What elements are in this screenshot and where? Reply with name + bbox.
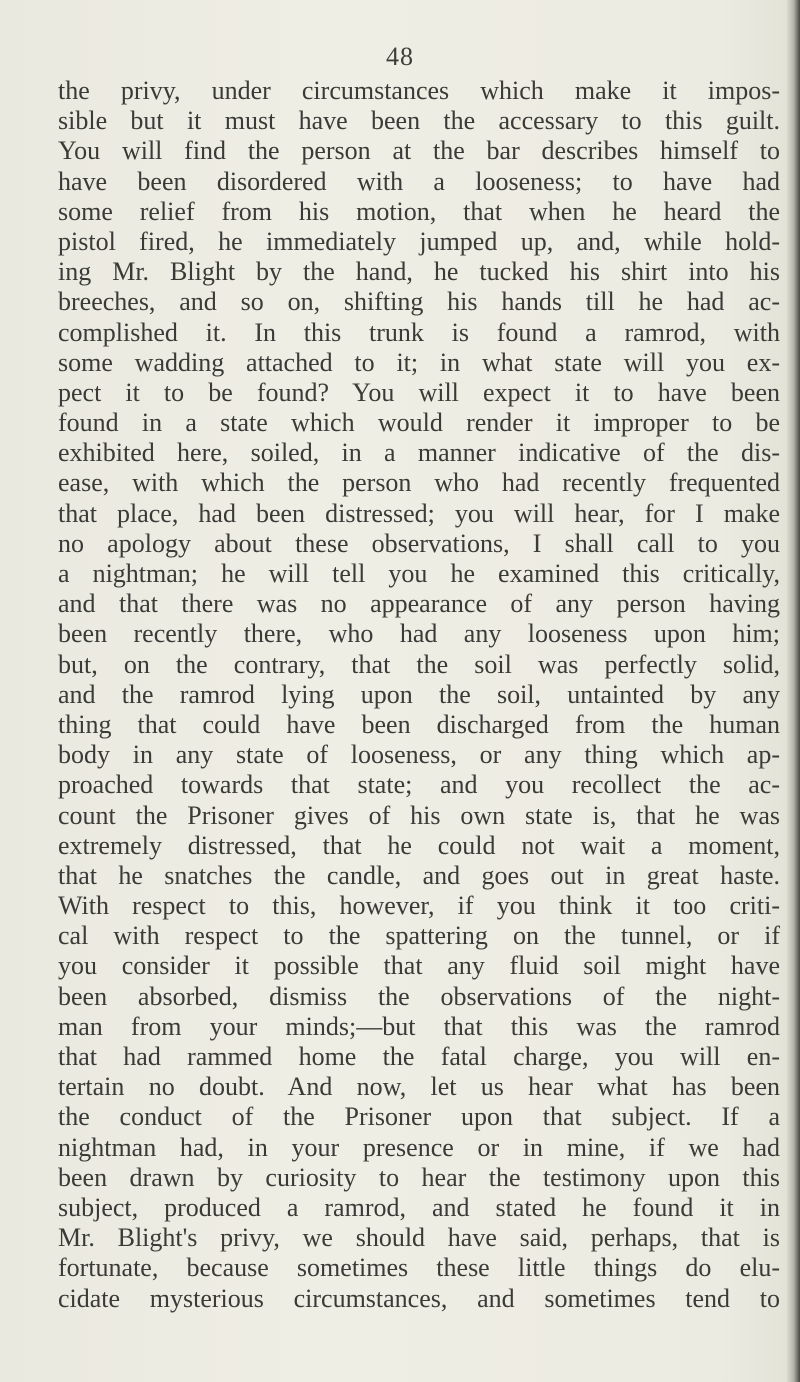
text-line: some relief from his motion, that when he heard the [58, 196, 780, 226]
text-line: the privy, under circumstances which make it impos- [58, 76, 780, 105]
text-line: cidate mysterious circumstances, and sometimes tend to [58, 1283, 780, 1313]
text-line: that had rammed home the fatal charge, you will en- [58, 1042, 780, 1071]
text-line: You will find the person at the bar describes himself to [58, 136, 780, 166]
text-line: been drawn by curiosity to hear the testimony upon this [58, 1162, 780, 1192]
text-line: complished it. In this trunk is found a ramrod, with [58, 317, 780, 347]
text-line: been recently there, who had any looseness upon him; [58, 619, 780, 649]
text-line: that place, had been distressed; you will hear, for I make [58, 498, 780, 528]
page-number: 48 [386, 42, 414, 71]
text-line: nightman had, in your presence or in mine, if we had [58, 1132, 780, 1162]
text-line: cal with respect to the spattering on the tunnel, or if [58, 921, 780, 951]
text-line: pect it to be found? You will expect it to have been [58, 377, 780, 407]
body-text [58, 76, 780, 1314]
text-line: fortunate, because sometimes these little things do elu- [58, 1253, 780, 1283]
text-line: found in a state which would render it improper to be [58, 408, 780, 438]
text-line: been absorbed, dismiss the observations of the night- [58, 981, 780, 1011]
page-edge-shadow [786, 0, 800, 1382]
text-line: the conduct of the Prisoner upon that subject. If a [58, 1102, 780, 1132]
text-line: and the ramrod lying upon the soil, untainted by any [58, 679, 780, 709]
text-line: but, on the contrary, that the soil was perfectly solid, [58, 649, 780, 679]
text-line: you consider it possible that any fluid soil might have [58, 951, 780, 981]
text-line: With respect to this, however, if you think it too criti- [58, 891, 780, 921]
text-line: exhibited here, soiled, in a manner indicative of the dis- [58, 438, 780, 468]
text-line: Mr. Blight's privy, we should have said, perhaps, that is [58, 1223, 780, 1253]
text-line: some wadding attached to it; in what state will you ex- [58, 347, 780, 377]
text-line: that he snatches the candle, and goes out in great haste. [58, 860, 780, 890]
text-line: have been disordered with a looseness; to have had [58, 166, 780, 196]
text-line: ease, with which the person who had recently frequented [58, 468, 780, 498]
text-line: extremely distressed, that he could not wait a moment, [58, 830, 780, 860]
text-line: thing that could have been discharged from the human [58, 709, 780, 739]
text-line: ing Mr. Blight by the hand, he tucked his shirt into his [58, 257, 780, 287]
text-line: a nightman; he will tell you he examined this critically, [58, 559, 780, 588]
text-line: tertain no doubt. And now, let us hear what has been [58, 1072, 780, 1102]
text-line: pistol fired, he immediately jumped up, and, while hold- [58, 226, 780, 256]
text-line: man from your minds;—but that this was the ramrod [58, 1011, 780, 1041]
text-line: proached towards that state; and you recollect the ac- [58, 770, 780, 800]
text-line: no apology about these observations, I shall call to you [58, 528, 780, 558]
text-line: body in any state of looseness, or any thing which ap- [58, 740, 780, 770]
text-line: count the Prisoner gives of his own state is, that he was [58, 800, 780, 830]
text-line: sible but it must have been the accessary to this guilt. [58, 106, 780, 136]
text-line: breeches, and so on, shifting his hands till he had ac- [58, 287, 780, 317]
text-line: subject, produced a ramrod, and stated he found it in [58, 1192, 780, 1222]
text-line: and that there was no appearance of any person having [58, 589, 780, 619]
